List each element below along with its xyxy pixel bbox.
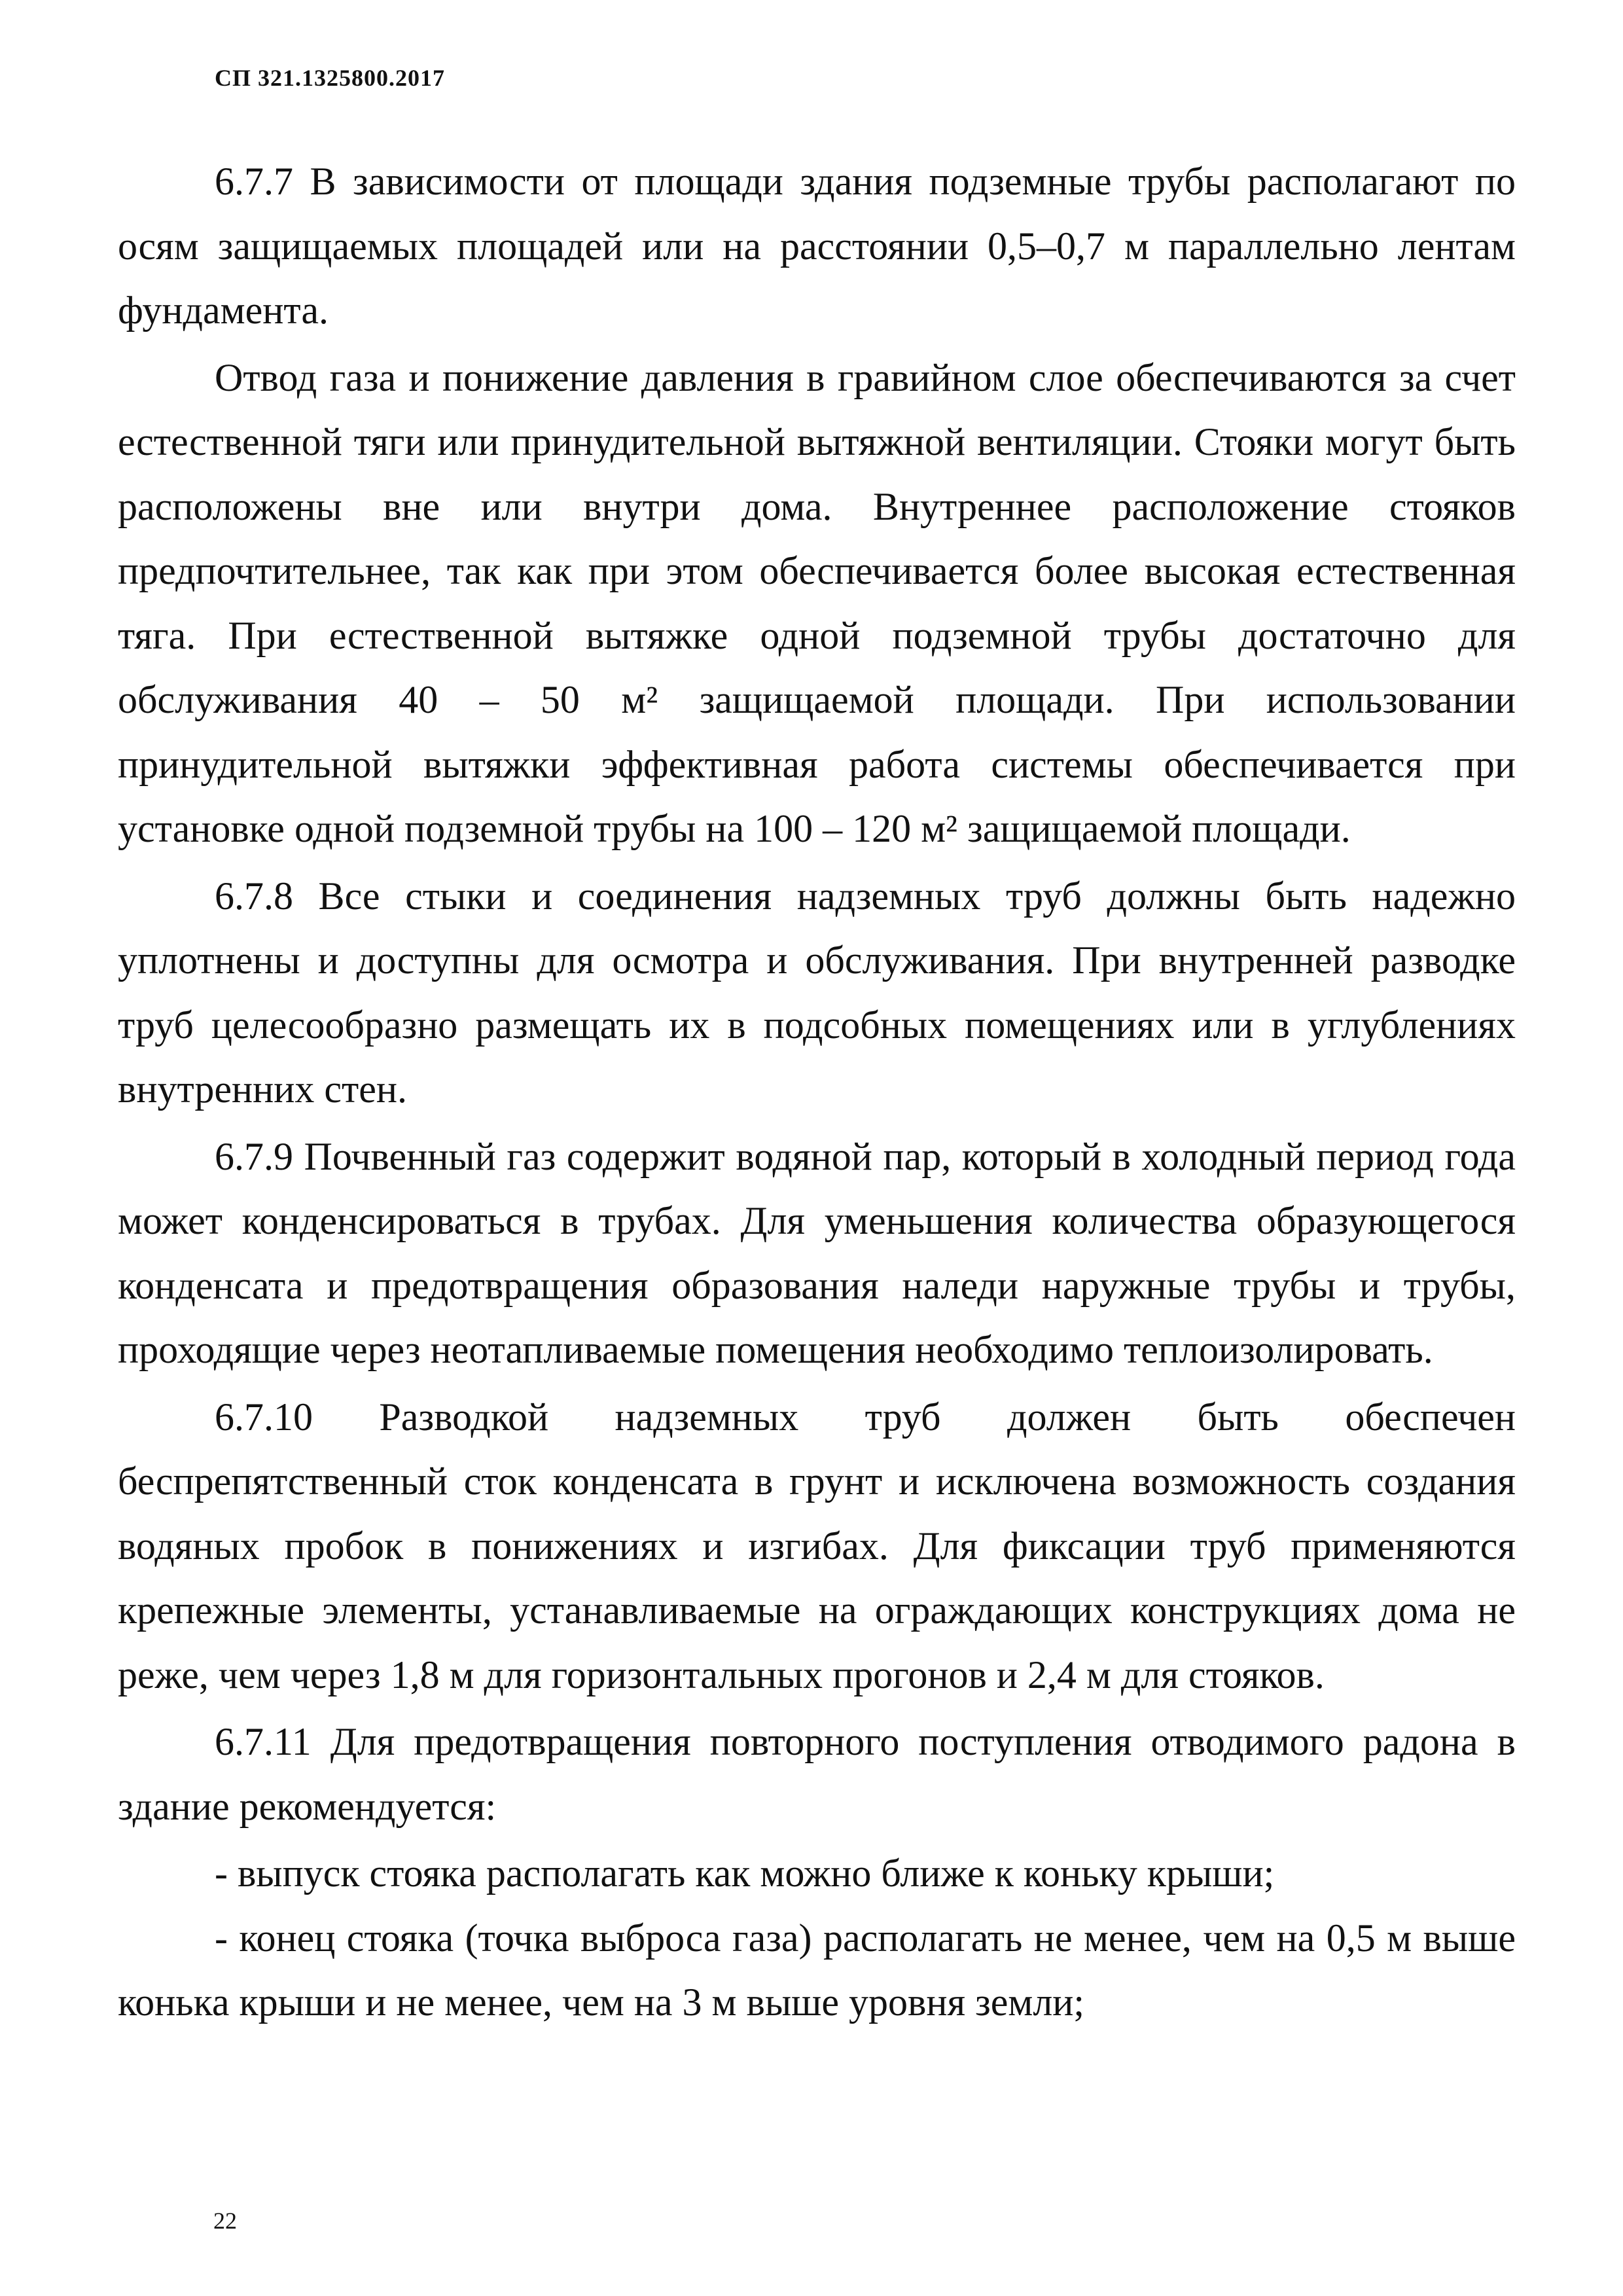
document-body bbox=[118, 149, 1516, 2035]
list-item-riser-outlet: - выпуск стояка располагать как можно ближе к коньку крыши; bbox=[215, 1852, 1275, 1895]
paragraph-6-7-9: 6.7.9 Почвенный газ содержит водяной пар, который в холодный период года может конденсироваться в трубах. Для уменьшения количества образующегося конденсата и предотвращения образования наледи наружные трубы и трубы, проходящие через неотапливаемые помещения необходимо теплоизолировать. bbox=[118, 1134, 1516, 1371]
paragraph-6-7-11: 6.7.11 Для предотвращения повторного поступления отводимого радона в здание рекомендуется: bbox=[118, 1720, 1516, 1828]
paragraph-gas-removal: Отвод газа и понижение давления в гравийном слое обеспечиваются за счет естественной тяги или принудительной вытяжной вентиляции. Стояки могут быть расположены вне или внутри дома. Внутреннее расположение стояков предпочтительнее, так как при этом обеспечивается более высокая естественная тяга. При естественной вытяжке одной подземной трубы достаточно для обслуживания 40 – 50 м² защищаемой площади. При использовании принудительной вытяжки эффективная работа системы обеспечивается при установке одной подземной трубы на 100 – 120 м² защищаемой площади. bbox=[118, 355, 1516, 850]
page-number: 22 bbox=[213, 2208, 237, 2234]
paragraph-6-7-8: 6.7.8 Все стыки и соединения надземных труб должны быть надежно уплотнены и доступны для осмотра и обслуживания. При внутренней разводке труб целесообразно размещать их в подсобных помещениях или в углублениях внутренних стен. bbox=[118, 874, 1516, 1111]
paragraph-6-7-10: 6.7.10 Разводкой надземных труб должен быть обеспечен беспрепятственный сток конденсата в грунт и исключена возможность создания водяных пробок в понижениях и изгибах. Для фиксации труб применяются крепежные элементы, устанавливаемые на ограждающих конструкциях дома не реже, чем через 1,8 м для горизонтальных прогонов и 2,4 м для стояков. bbox=[118, 1395, 1516, 1696]
paragraph-6-7-7: 6.7.7 В зависимости от площади здания подземные трубы располагают по осям защищаемых площадей или на расстоянии 0,5–0,7 м параллельно лентам фундамента. bbox=[118, 160, 1516, 332]
list-item-riser-end: - конец стояка (точка выброса газа) располагать не менее, чем на 0,5 м выше конька крыши и не менее, чем на 3 м выше уровня земли; bbox=[118, 1916, 1516, 2024]
document-code-header: СП 321.1325800.2017 bbox=[215, 65, 445, 91]
